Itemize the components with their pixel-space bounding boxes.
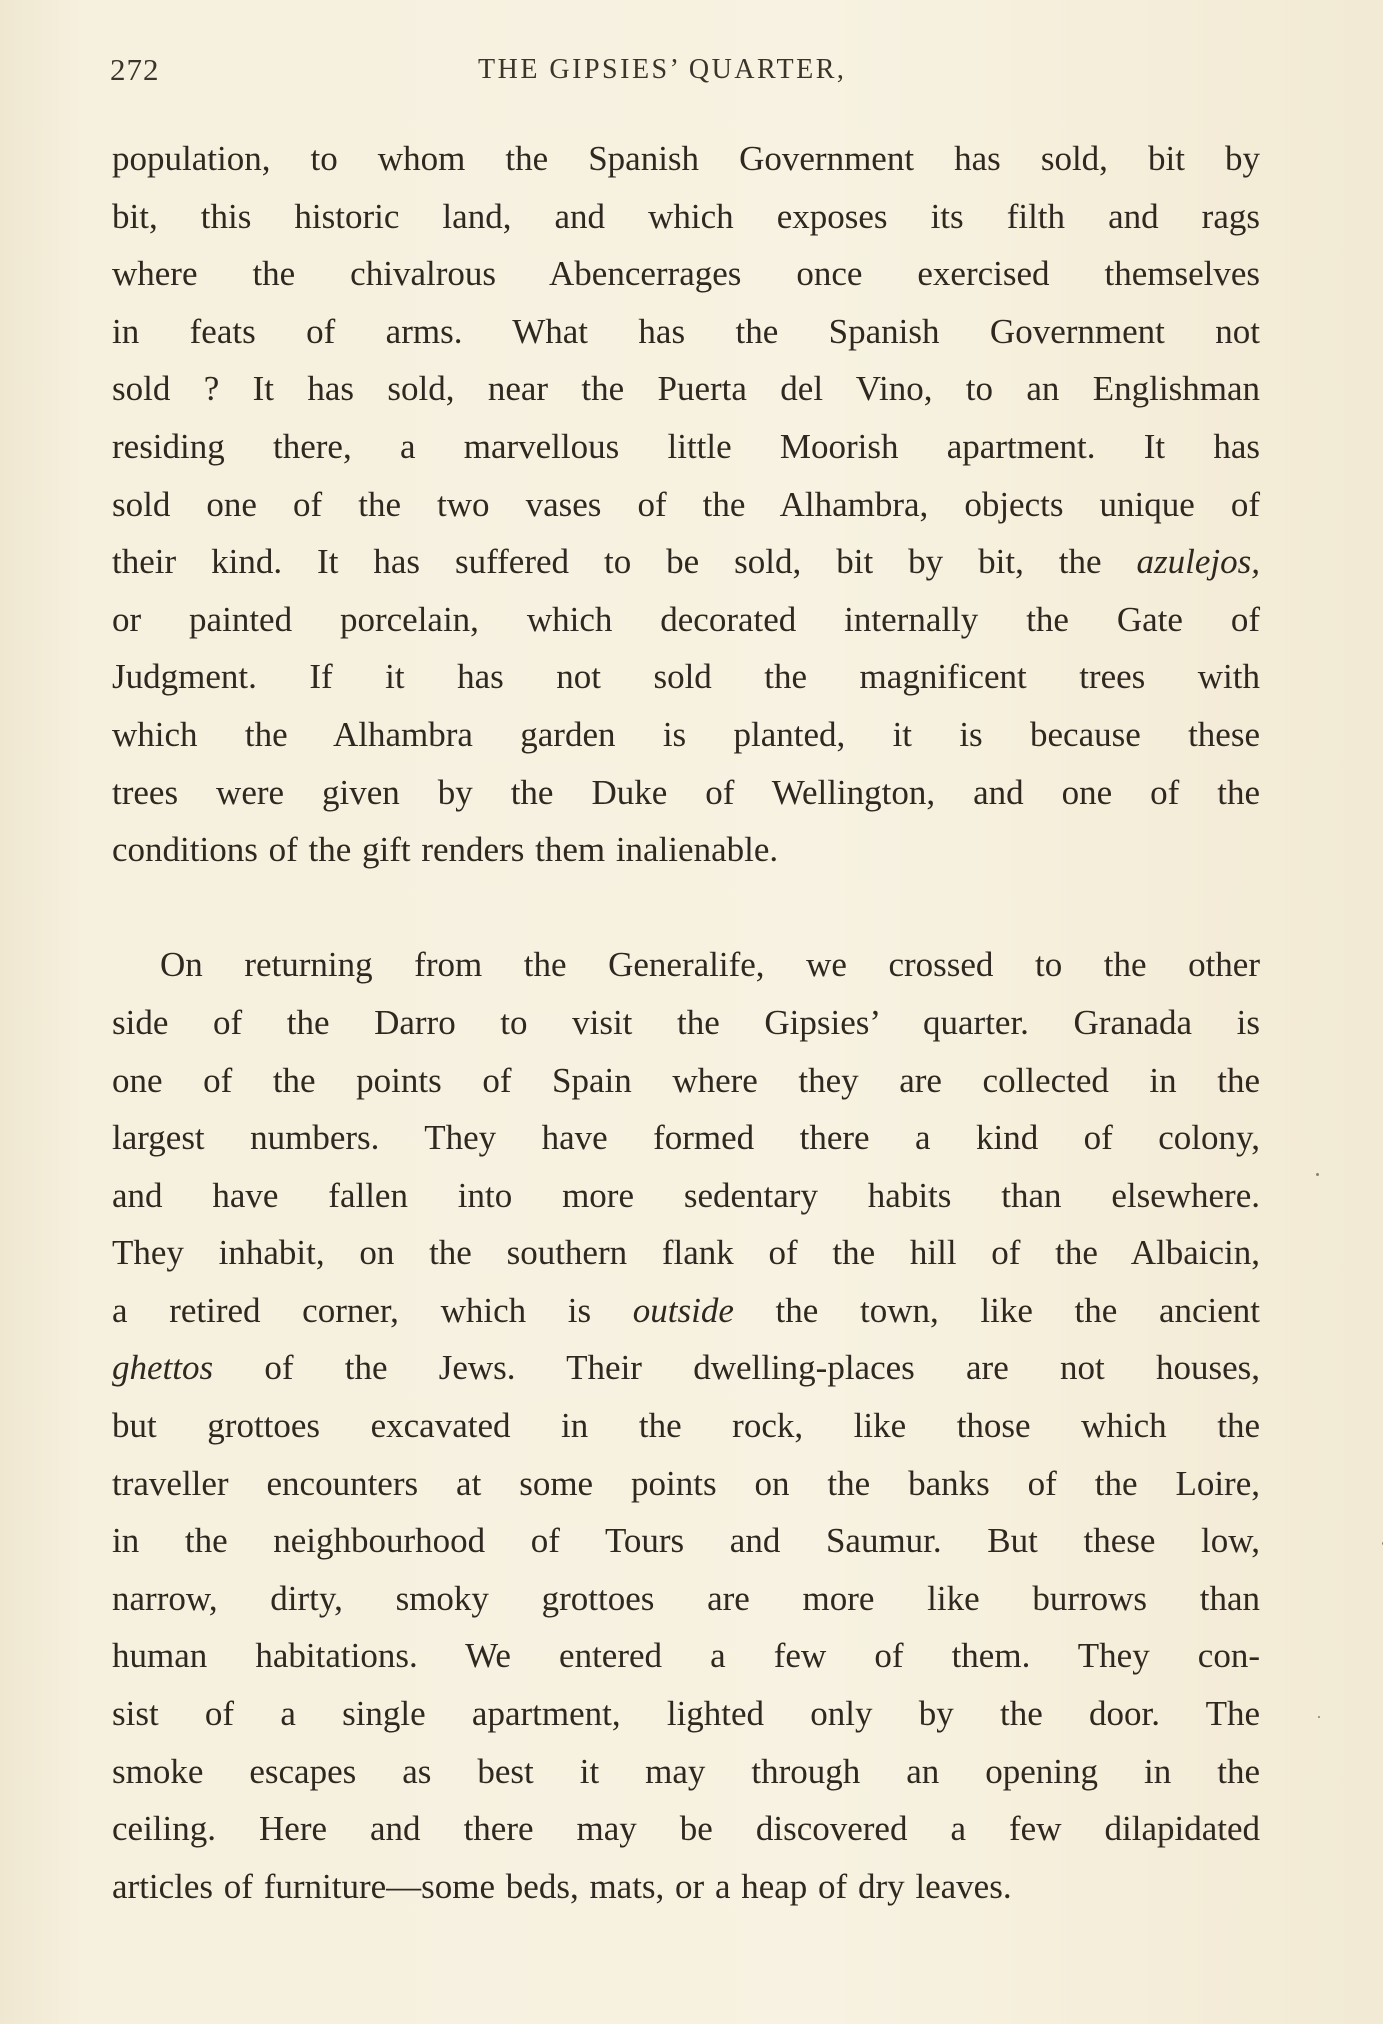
text-line bbox=[112, 1339, 1260, 1397]
text-run: traveller encounters at some points on the banks of the Loire, bbox=[112, 1463, 1260, 1503]
text-run: largest numbers. They have formed there a kind of colony, bbox=[112, 1118, 1260, 1158]
text-run: which the Alhambra garden is planted, it is because these bbox=[112, 714, 1260, 754]
text-run: of the Jews. Their dwelling-places are not houses, bbox=[213, 1348, 1260, 1388]
text-run: sold one of the two vases of the Alhambra, objects unique of bbox=[112, 484, 1260, 524]
text-line bbox=[112, 1455, 1260, 1513]
paragraph-gap bbox=[112, 879, 1260, 937]
running-title: THE GIPSIES’ QUARTER, bbox=[478, 54, 847, 85]
text-run: smoke escapes as best it may through an opening in the bbox=[112, 1751, 1260, 1791]
text-line bbox=[112, 706, 1260, 764]
text-run: a retired corner, which is bbox=[112, 1290, 633, 1330]
text-line bbox=[112, 1800, 1260, 1858]
text-line bbox=[112, 1512, 1260, 1570]
paper-speck bbox=[1318, 1716, 1320, 1718]
text-line bbox=[112, 476, 1260, 534]
text-run: human habitations. We entered a few of them. They con- bbox=[112, 1636, 1260, 1676]
text-run: sold ? It has sold, near the Puerta del Vino, to an Englishman bbox=[112, 369, 1260, 409]
text-run: one of the points of Spain where they are collected in the bbox=[112, 1060, 1260, 1100]
text-run: their kind. It has suffered to be sold, bit by bit, the bbox=[112, 542, 1137, 582]
text-line bbox=[112, 1109, 1260, 1167]
text-run: trees were given by the Duke of Wellington, and one of the bbox=[112, 772, 1260, 812]
text-run: but grottoes excavated in the rock, like those which the bbox=[112, 1406, 1260, 1446]
text-line bbox=[112, 994, 1260, 1052]
text-run: sist of a single apartment, lighted only by the door. The bbox=[112, 1694, 1260, 1734]
body-text bbox=[112, 130, 1260, 1915]
text-run: They inhabit, on the southern flank of the hill of the Albaicin, bbox=[112, 1233, 1260, 1273]
page-number: 272 bbox=[110, 52, 160, 87]
text-line bbox=[112, 1282, 1260, 1340]
text-line bbox=[112, 764, 1260, 822]
text-line bbox=[112, 936, 1260, 994]
text-run: in feats of arms. What has the Spanish Government not bbox=[112, 311, 1260, 351]
text-run: bit, this historic land, and which exposes its filth and rags bbox=[112, 196, 1260, 236]
text-line bbox=[112, 418, 1260, 476]
text-run: residing there, a marvellous little Moorish apartment. It has bbox=[112, 426, 1260, 466]
text-line bbox=[112, 1397, 1260, 1455]
paragraph bbox=[112, 130, 1260, 879]
italic-term: ghettos bbox=[112, 1348, 214, 1388]
paper-speck bbox=[1316, 1173, 1319, 1176]
text-run: Judgment. If it has not sold the magnificent trees with bbox=[112, 657, 1260, 697]
text-line bbox=[112, 1570, 1260, 1628]
text-line bbox=[112, 1224, 1260, 1282]
text-run: and have fallen into more sedentary habits than elsewhere. bbox=[112, 1175, 1260, 1215]
text-line bbox=[112, 1685, 1260, 1743]
text-line bbox=[112, 360, 1260, 418]
text-line bbox=[112, 1052, 1260, 1110]
text-line bbox=[112, 648, 1260, 706]
italic-term: outside bbox=[632, 1290, 734, 1330]
paragraph bbox=[112, 936, 1260, 1915]
text-line bbox=[112, 188, 1260, 246]
text-line bbox=[112, 1743, 1260, 1801]
text-run: or painted porcelain, which decorated internally the Gate of bbox=[112, 599, 1260, 639]
italic-term: azulejos, bbox=[1136, 542, 1260, 582]
text-run: narrow, dirty, smoky grottoes are more like burrows than bbox=[112, 1578, 1260, 1618]
text-line bbox=[112, 1858, 1260, 1916]
text-line bbox=[112, 1627, 1260, 1685]
text-line bbox=[112, 533, 1260, 591]
text-line bbox=[112, 591, 1260, 649]
text-run: conditions of the gift renders them inalienable. bbox=[112, 830, 779, 870]
text-run: in the neighbourhood of Tours and Saumur. But these low, bbox=[112, 1521, 1260, 1561]
text-line bbox=[112, 1167, 1260, 1225]
text-run: ceiling. Here and there may be discovered a few dilapidated bbox=[112, 1809, 1260, 1849]
text-run: side of the Darro to visit the Gipsies’ quarter. Granada is bbox=[112, 1002, 1260, 1042]
text-line bbox=[112, 303, 1260, 361]
text-line bbox=[112, 245, 1260, 303]
text-run: articles of furniture—some beds, mats, or a heap of dry leaves. bbox=[112, 1866, 1012, 1906]
page-header bbox=[110, 52, 1260, 102]
text-run: the town, like the ancient bbox=[733, 1290, 1260, 1330]
text-run: where the chivalrous Abencerrages once exercised themselves bbox=[112, 254, 1260, 294]
text-run: population, to whom the Spanish Government has sold, bit by bbox=[112, 139, 1260, 178]
text-run: On returning from the Generalife, we crossed to the other bbox=[160, 945, 1260, 985]
text-line bbox=[112, 130, 1260, 188]
text-line bbox=[112, 821, 1260, 879]
